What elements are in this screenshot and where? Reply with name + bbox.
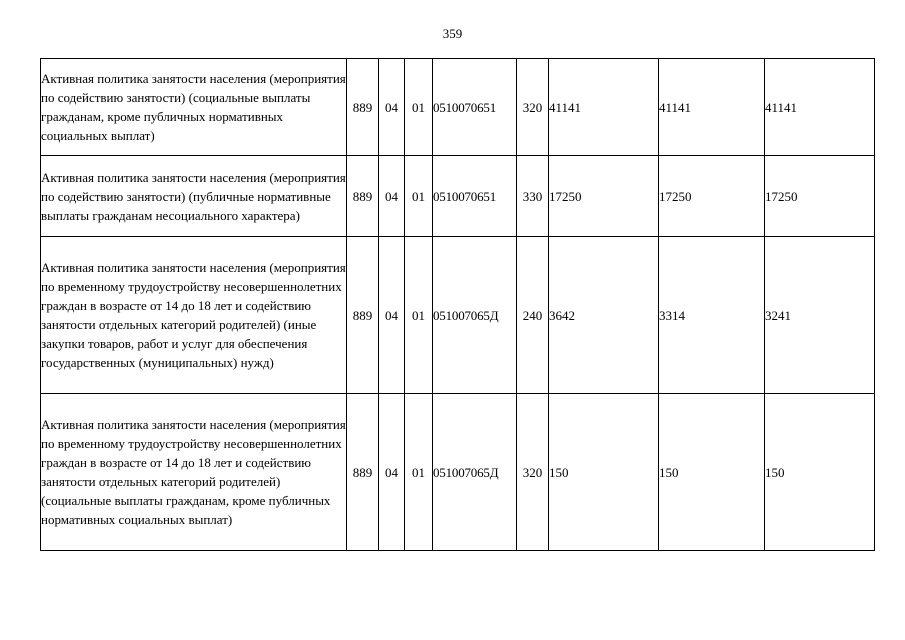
expense-name-cell: Активная политика занятости населения (мероприятия по содействию занятости) (социальные выплаты гражданам, кроме публичных нормативных социальных выплат) xyxy=(41,59,347,156)
amount-year3-cell: 150 xyxy=(765,394,875,551)
amount-year2-cell: 41141 xyxy=(659,59,765,156)
expense-type-cell: 320 xyxy=(517,59,549,156)
amount-year3-cell: 3241 xyxy=(765,237,875,394)
subsection-code-cell: 01 xyxy=(405,156,433,237)
amount-year1-cell: 17250 xyxy=(549,156,659,237)
expense-name-cell: Активная политика занятости населения (мероприятия по содействию занятости) (публичные нормативные выплаты гражданам несоциального характера) xyxy=(41,156,347,237)
table-row xyxy=(41,59,875,156)
amount-year1-cell: 41141 xyxy=(549,59,659,156)
subsection-code-cell: 01 xyxy=(405,59,433,156)
expense-type-cell: 330 xyxy=(517,156,549,237)
target-article-cell: 0510070651 xyxy=(433,59,517,156)
table-row xyxy=(41,156,875,237)
table-row xyxy=(41,237,875,394)
grbs-code-cell: 889 xyxy=(347,237,379,394)
target-article-cell: 0510070651 xyxy=(433,156,517,237)
subsection-code-cell: 01 xyxy=(405,394,433,551)
section-code-cell: 04 xyxy=(379,237,405,394)
expense-name-cell: Активная политика занятости населения (мероприятия по временному трудоустройству несовершеннолетних граждан в возрасте от 14 до 18 лет и содействию занятости отдельных категорий родителей) (социальные выплаты гражданам, кроме публичных нормативных социальных выплат) xyxy=(41,394,347,551)
target-article-cell: 051007065Д xyxy=(433,237,517,394)
table-row xyxy=(41,394,875,551)
amount-year3-cell: 41141 xyxy=(765,59,875,156)
amount-year1-cell: 3642 xyxy=(549,237,659,394)
amount-year3-cell: 17250 xyxy=(765,156,875,237)
target-article-cell: 051007065Д xyxy=(433,394,517,551)
expense-type-cell: 240 xyxy=(517,237,549,394)
expense-name-cell: Активная политика занятости населения (мероприятия по временному трудоустройству несовершеннолетних граждан в возрасте от 14 до 18 лет и содействию занятости отдельных категорий родителей) (иные закупки товаров, работ и услуг для обеспечения государственных (муниципальных) нужд) xyxy=(41,237,347,394)
amount-year2-cell: 150 xyxy=(659,394,765,551)
section-code-cell: 04 xyxy=(379,156,405,237)
grbs-code-cell: 889 xyxy=(347,156,379,237)
amount-year1-cell: 150 xyxy=(549,394,659,551)
section-code-cell: 04 xyxy=(379,394,405,551)
budget-table xyxy=(40,58,875,551)
subsection-code-cell: 01 xyxy=(405,237,433,394)
page-number: 359 xyxy=(442,26,463,41)
expense-type-cell: 320 xyxy=(517,394,549,551)
amount-year2-cell: 3314 xyxy=(659,237,765,394)
section-code-cell: 04 xyxy=(379,59,405,156)
grbs-code-cell: 889 xyxy=(347,59,379,156)
grbs-code-cell: 889 xyxy=(347,394,379,551)
amount-year2-cell: 17250 xyxy=(659,156,765,237)
